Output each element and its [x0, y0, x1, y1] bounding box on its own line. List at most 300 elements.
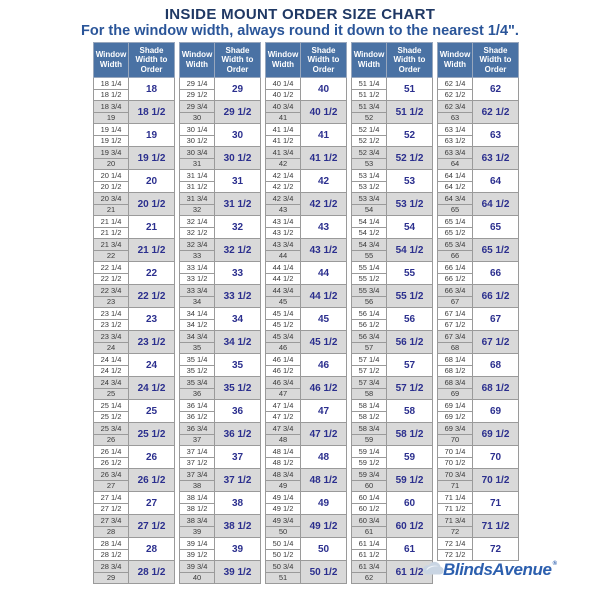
window-width-cell: 52 3/4 [352, 147, 387, 159]
window-width-cell: 59 1/4 [352, 446, 387, 458]
window-width-cell: 56 [352, 296, 387, 308]
window-width-cell: 55 3/4 [352, 285, 387, 297]
window-width-cell: 54 [352, 204, 387, 216]
shade-width-cell: 42 1/2 [301, 193, 347, 216]
window-width-cell: 39 1/4 [180, 538, 215, 550]
window-width-cell: 34 1/2 [180, 319, 215, 331]
shade-width-cell: 67 [473, 308, 519, 331]
shade-width-cell: 21 [129, 216, 175, 239]
window-width-cell: 60 1/2 [352, 503, 387, 515]
shade-width-cell: 66 [473, 262, 519, 285]
window-width-cell: 42 1/4 [266, 170, 301, 182]
window-width-cell: 19 [94, 112, 129, 124]
shade-width-cell: 23 1/2 [129, 331, 175, 354]
shade-width-cell: 24 1/2 [129, 377, 175, 400]
window-width-cell: 53 1/2 [352, 181, 387, 193]
window-width-header: Window Width [438, 43, 473, 78]
window-width-cell: 41 3/4 [266, 147, 301, 159]
window-width-cell: 54 1/4 [352, 216, 387, 228]
window-width-header: Window Width [180, 43, 215, 78]
shade-width-cell: 29 1/2 [215, 101, 261, 124]
window-width-cell: 70 [438, 434, 473, 446]
window-width-cell: 62 [352, 572, 387, 584]
window-width-cell: 71 1/2 [438, 503, 473, 515]
window-width-cell: 47 [266, 388, 301, 400]
shade-width-cell: 67 1/2 [473, 331, 519, 354]
window-width-cell: 52 [352, 112, 387, 124]
shade-width-cell: 45 [301, 308, 347, 331]
window-width-cell: 42 [266, 158, 301, 170]
window-width-cell: 30 [180, 112, 215, 124]
window-width-cell: 70 3/4 [438, 469, 473, 481]
window-width-cell: 50 1/4 [266, 538, 301, 550]
window-width-cell: 31 1/2 [180, 181, 215, 193]
window-width-cell: 64 1/2 [438, 181, 473, 193]
window-width-cell: 63 1/2 [438, 135, 473, 147]
window-width-cell: 47 3/4 [266, 423, 301, 435]
shade-width-cell: 43 [301, 216, 347, 239]
shade-width-cell: 65 [473, 216, 519, 239]
window-width-cell: 30 3/4 [180, 147, 215, 159]
shade-width-cell: 37 [215, 446, 261, 469]
shade-width-cell: 48 [301, 446, 347, 469]
window-width-cell: 19 1/2 [94, 135, 129, 147]
window-width-header: Window Width [266, 43, 301, 78]
shade-width-cell: 42 [301, 170, 347, 193]
shade-width-cell: 61 [387, 538, 433, 561]
window-width-cell: 28 1/4 [94, 538, 129, 550]
window-width-cell: 39 1/2 [180, 549, 215, 561]
registered-mark: ® [552, 561, 557, 567]
shade-width-cell: 38 1/2 [215, 515, 261, 538]
window-width-cell: 20 1/4 [94, 170, 129, 182]
shade-width-cell: 62 1/2 [473, 101, 519, 124]
window-width-cell: 71 [438, 480, 473, 492]
shade-width-cell: 24 [129, 354, 175, 377]
window-width-cell: 45 [266, 296, 301, 308]
shade-width-cell: 34 [215, 308, 261, 331]
window-width-cell: 64 [438, 158, 473, 170]
window-width-cell: 27 1/2 [94, 503, 129, 515]
window-width-cell: 38 [180, 480, 215, 492]
window-width-cell: 49 3/4 [266, 515, 301, 527]
shade-width-cell: 57 [387, 354, 433, 377]
shade-width-cell: 69 [473, 400, 519, 423]
window-width-cell: 35 [180, 342, 215, 354]
window-width-cell: 33 1/4 [180, 262, 215, 274]
window-width-cell: 42 1/2 [266, 181, 301, 193]
shade-width-cell: 28 [129, 538, 175, 561]
window-width-cell: 46 1/2 [266, 365, 301, 377]
shade-width-cell: 36 [215, 400, 261, 423]
window-width-cell: 56 3/4 [352, 331, 387, 343]
window-width-cell: 33 3/4 [180, 285, 215, 297]
window-width-cell: 41 1/2 [266, 135, 301, 147]
window-width-cell: 48 [266, 434, 301, 446]
shade-width-cell: 58 [387, 400, 433, 423]
shade-width-cell: 22 1/2 [129, 285, 175, 308]
window-width-cell: 71 1/4 [438, 492, 473, 504]
shade-width-cell: 53 1/2 [387, 193, 433, 216]
shade-width-cell: 27 [129, 492, 175, 515]
shade-width-cell: 54 1/2 [387, 239, 433, 262]
shade-width-cell: 61 1/2 [387, 561, 433, 584]
shade-width-cell: 54 [387, 216, 433, 239]
size-chart [93, 42, 519, 584]
window-width-cell: 46 [266, 342, 301, 354]
window-width-cell: 65 1/4 [438, 216, 473, 228]
shade-width-cell: 28 1/2 [129, 561, 175, 584]
shade-width-cell: 22 [129, 262, 175, 285]
shade-width-cell: 26 1/2 [129, 469, 175, 492]
window-width-cell: 57 [352, 342, 387, 354]
window-width-cell: 30 1/4 [180, 124, 215, 136]
window-width-cell: 37 [180, 434, 215, 446]
window-width-cell: 35 3/4 [180, 377, 215, 389]
window-width-cell: 49 [266, 480, 301, 492]
window-width-cell: 61 1/2 [352, 549, 387, 561]
shade-width-cell: 32 1/2 [215, 239, 261, 262]
shade-width-cell: 49 1/2 [301, 515, 347, 538]
page-title: INSIDE MOUNT ORDER SIZE CHART [164, 6, 436, 23]
window-width-cell: 68 3/4 [438, 377, 473, 389]
window-width-cell: 66 1/4 [438, 262, 473, 274]
window-width-cell: 25 1/4 [94, 400, 129, 412]
window-width-cell: 39 [180, 526, 215, 538]
shade-width-cell: 63 [473, 124, 519, 147]
window-width-cell: 47 1/2 [266, 411, 301, 423]
window-width-cell: 18 1/2 [94, 89, 129, 101]
window-width-cell: 70 1/4 [438, 446, 473, 458]
window-width-cell: 23 [94, 296, 129, 308]
shade-width-cell: 38 [215, 492, 261, 515]
window-width-cell: 31 [180, 158, 215, 170]
shade-width-cell: 63 1/2 [473, 147, 519, 170]
window-width-cell: 34 [180, 296, 215, 308]
window-width-cell: 49 1/2 [266, 503, 301, 515]
window-width-cell: 67 3/4 [438, 331, 473, 343]
shade-width-cell: 44 [301, 262, 347, 285]
shade-width-cell: 25 [129, 400, 175, 423]
window-width-cell: 38 3/4 [180, 515, 215, 527]
window-width-cell: 35 1/4 [180, 354, 215, 366]
window-width-header: Window Width [352, 43, 387, 78]
window-width-cell: 57 3/4 [352, 377, 387, 389]
window-width-cell: 63 [438, 112, 473, 124]
window-width-cell: 38 1/2 [180, 503, 215, 515]
window-width-cell: 23 1/2 [94, 319, 129, 331]
window-width-cell: 26 1/4 [94, 446, 129, 458]
shade-width-cell: 51 [387, 78, 433, 101]
window-width-cell: 30 1/2 [180, 135, 215, 147]
shade-width-cell: 41 1/2 [301, 147, 347, 170]
shade-width-cell: 60 [387, 492, 433, 515]
shade-width-cell: 18 [129, 78, 175, 101]
window-width-cell: 29 [94, 572, 129, 584]
shade-width-cell: 31 1/2 [215, 193, 261, 216]
size-chart-column-2 [179, 42, 261, 584]
shade-width-cell: 39 1/2 [215, 561, 261, 584]
window-width-cell: 52 1/2 [352, 135, 387, 147]
window-width-cell: 69 3/4 [438, 423, 473, 435]
window-width-cell: 48 1/2 [266, 457, 301, 469]
window-width-cell: 50 1/2 [266, 549, 301, 561]
window-width-cell: 60 [352, 480, 387, 492]
window-width-cell: 40 1/2 [266, 89, 301, 101]
window-width-cell: 63 3/4 [438, 147, 473, 159]
shade-width-cell: 66 1/2 [473, 285, 519, 308]
window-width-cell: 24 1/2 [94, 365, 129, 377]
window-width-cell: 42 3/4 [266, 193, 301, 205]
window-width-cell: 21 1/4 [94, 216, 129, 228]
window-width-cell: 20 1/2 [94, 181, 129, 193]
window-width-cell: 68 1/4 [438, 354, 473, 366]
shade-width-cell: 71 1/2 [473, 515, 519, 538]
window-width-cell: 32 3/4 [180, 239, 215, 251]
shade-width-cell: 21 1/2 [129, 239, 175, 262]
shade-width-cell: 52 [387, 124, 433, 147]
window-width-cell: 58 3/4 [352, 423, 387, 435]
window-width-cell: 31 3/4 [180, 193, 215, 205]
shade-width-header: Shade Width to Order [473, 43, 519, 78]
window-width-cell: 23 1/4 [94, 308, 129, 320]
shade-width-cell: 35 1/2 [215, 377, 261, 400]
window-width-cell: 37 1/4 [180, 446, 215, 458]
window-width-cell: 72 1/2 [438, 549, 473, 561]
window-width-cell: 64 3/4 [438, 193, 473, 205]
window-width-cell: 28 [94, 526, 129, 538]
size-chart-column-3 [265, 42, 347, 584]
window-width-cell: 36 1/4 [180, 400, 215, 412]
window-width-cell: 57 1/4 [352, 354, 387, 366]
window-width-cell: 53 1/4 [352, 170, 387, 182]
window-width-cell: 63 1/4 [438, 124, 473, 136]
window-width-cell: 45 1/2 [266, 319, 301, 331]
window-width-cell: 19 3/4 [94, 147, 129, 159]
chart-subtitle: For the window width, always round it down to the nearest 1/4". [81, 23, 519, 39]
shade-width-cell: 39 [215, 538, 261, 561]
window-width-cell: 43 3/4 [266, 239, 301, 251]
window-width-cell: 69 1/2 [438, 411, 473, 423]
window-width-cell: 64 1/4 [438, 170, 473, 182]
window-width-cell: 53 [352, 158, 387, 170]
window-width-cell: 33 1/2 [180, 273, 215, 285]
window-width-cell: 59 3/4 [352, 469, 387, 481]
shade-width-cell: 19 [129, 124, 175, 147]
window-width-cell: 66 3/4 [438, 285, 473, 297]
window-width-cell: 51 [266, 572, 301, 584]
window-width-cell: 36 1/2 [180, 411, 215, 423]
shade-width-header: Shade Width to Order [301, 43, 347, 78]
window-width-cell: 44 3/4 [266, 285, 301, 297]
window-width-cell: 29 1/4 [180, 78, 215, 90]
shade-width-cell: 25 1/2 [129, 423, 175, 446]
shade-width-cell: 59 [387, 446, 433, 469]
window-width-cell: 68 1/2 [438, 365, 473, 377]
window-width-cell: 22 1/2 [94, 273, 129, 285]
window-width-cell: 37 1/2 [180, 457, 215, 469]
window-width-cell: 55 1/4 [352, 262, 387, 274]
window-width-cell: 27 1/4 [94, 492, 129, 504]
shade-width-cell: 62 [473, 78, 519, 101]
window-width-cell: 51 1/4 [352, 78, 387, 90]
window-width-cell: 22 [94, 250, 129, 262]
window-width-cell: 18 1/4 [94, 78, 129, 90]
shade-width-cell: 44 1/2 [301, 285, 347, 308]
window-width-cell: 67 [438, 296, 473, 308]
shade-width-cell: 68 [473, 354, 519, 377]
window-width-cell: 29 3/4 [180, 101, 215, 113]
shade-width-header: Shade Width to Order [129, 43, 175, 78]
shade-width-cell: 20 [129, 170, 175, 193]
size-chart-column-1 [93, 42, 175, 584]
window-width-cell: 60 3/4 [352, 515, 387, 527]
shade-width-cell: 64 [473, 170, 519, 193]
window-width-cell: 44 [266, 250, 301, 262]
window-width-cell: 25 3/4 [94, 423, 129, 435]
window-width-cell: 69 1/4 [438, 400, 473, 412]
shade-width-cell: 50 [301, 538, 347, 561]
window-width-cell: 43 [266, 204, 301, 216]
window-width-cell: 72 [438, 526, 473, 538]
window-width-header: Window Width [94, 43, 129, 78]
window-width-cell: 58 [352, 388, 387, 400]
shade-width-cell: 40 1/2 [301, 101, 347, 124]
window-width-cell: 54 3/4 [352, 239, 387, 251]
window-width-cell: 40 3/4 [266, 101, 301, 113]
window-width-cell: 53 3/4 [352, 193, 387, 205]
shade-width-cell: 37 1/2 [215, 469, 261, 492]
window-width-cell: 65 1/2 [438, 227, 473, 239]
shade-width-cell: 47 1/2 [301, 423, 347, 446]
window-width-cell: 67 1/4 [438, 308, 473, 320]
window-width-cell: 46 1/4 [266, 354, 301, 366]
shade-width-cell: 71 [473, 492, 519, 515]
window-width-cell: 19 1/4 [94, 124, 129, 136]
shade-width-cell: 49 [301, 492, 347, 515]
window-width-cell: 20 [94, 158, 129, 170]
window-width-cell: 50 [266, 526, 301, 538]
window-width-cell: 41 1/4 [266, 124, 301, 136]
shade-width-cell: 64 1/2 [473, 193, 519, 216]
window-width-cell: 24 1/4 [94, 354, 129, 366]
window-width-cell: 41 [266, 112, 301, 124]
window-width-cell: 62 3/4 [438, 101, 473, 113]
shade-width-cell: 53 [387, 170, 433, 193]
window-width-cell: 18 3/4 [94, 101, 129, 113]
shade-width-cell: 27 1/2 [129, 515, 175, 538]
shade-width-cell: 46 [301, 354, 347, 377]
window-width-cell: 29 1/2 [180, 89, 215, 101]
window-width-cell: 48 3/4 [266, 469, 301, 481]
window-width-cell: 66 [438, 250, 473, 262]
window-width-cell: 50 3/4 [266, 561, 301, 573]
shade-width-cell: 69 1/2 [473, 423, 519, 446]
shade-width-cell: 46 1/2 [301, 377, 347, 400]
window-width-cell: 26 3/4 [94, 469, 129, 481]
shade-width-cell: 52 1/2 [387, 147, 433, 170]
window-width-cell: 35 1/2 [180, 365, 215, 377]
shade-width-cell: 31 [215, 170, 261, 193]
window-width-cell: 32 1/2 [180, 227, 215, 239]
window-width-cell: 59 1/2 [352, 457, 387, 469]
window-width-cell: 71 3/4 [438, 515, 473, 527]
shade-width-cell: 56 [387, 308, 433, 331]
window-width-cell: 33 [180, 250, 215, 262]
shade-width-cell: 30 [215, 124, 261, 147]
window-width-cell: 23 3/4 [94, 331, 129, 343]
window-width-cell: 32 1/4 [180, 216, 215, 228]
window-width-cell: 65 [438, 204, 473, 216]
brand-logo [421, 560, 556, 580]
shade-width-cell: 30 1/2 [215, 147, 261, 170]
shade-width-cell: 35 [215, 354, 261, 377]
shade-width-cell: 34 1/2 [215, 331, 261, 354]
window-width-cell: 40 1/4 [266, 78, 301, 90]
window-width-cell: 37 3/4 [180, 469, 215, 481]
window-width-cell: 21 1/2 [94, 227, 129, 239]
window-width-cell: 44 1/2 [266, 273, 301, 285]
shade-width-cell: 33 [215, 262, 261, 285]
window-width-cell: 56 1/4 [352, 308, 387, 320]
window-width-cell: 22 3/4 [94, 285, 129, 297]
shade-width-cell: 33 1/2 [215, 285, 261, 308]
window-width-cell: 65 3/4 [438, 239, 473, 251]
window-width-cell: 39 3/4 [180, 561, 215, 573]
window-width-cell: 32 [180, 204, 215, 216]
shade-width-cell: 36 1/2 [215, 423, 261, 446]
window-width-cell: 43 1/2 [266, 227, 301, 239]
window-width-cell: 43 1/4 [266, 216, 301, 228]
window-width-cell: 49 1/4 [266, 492, 301, 504]
window-width-cell: 51 3/4 [352, 101, 387, 113]
window-width-cell: 48 1/4 [266, 446, 301, 458]
shade-width-cell: 58 1/2 [387, 423, 433, 446]
shade-width-cell: 56 1/2 [387, 331, 433, 354]
window-width-cell: 61 1/4 [352, 538, 387, 550]
shade-width-cell: 70 [473, 446, 519, 469]
window-width-cell: 57 1/2 [352, 365, 387, 377]
window-width-cell: 34 3/4 [180, 331, 215, 343]
window-width-cell: 52 1/4 [352, 124, 387, 136]
shade-width-header: Shade Width to Order [387, 43, 433, 78]
shade-width-cell: 43 1/2 [301, 239, 347, 262]
window-width-cell: 62 1/4 [438, 78, 473, 90]
window-width-cell: 36 [180, 388, 215, 400]
window-width-cell: 51 1/2 [352, 89, 387, 101]
window-width-cell: 55 1/2 [352, 273, 387, 285]
window-width-cell: 45 3/4 [266, 331, 301, 343]
window-width-cell: 28 1/2 [94, 549, 129, 561]
shade-width-cell: 68 1/2 [473, 377, 519, 400]
shade-width-cell: 41 [301, 124, 347, 147]
window-width-cell: 62 1/2 [438, 89, 473, 101]
shade-width-cell: 72 [473, 538, 519, 561]
window-width-cell: 26 [94, 434, 129, 446]
window-width-cell: 31 1/4 [180, 170, 215, 182]
size-chart-column-5 [437, 42, 519, 561]
window-width-cell: 24 3/4 [94, 377, 129, 389]
window-width-cell: 61 [352, 526, 387, 538]
window-width-cell: 34 1/4 [180, 308, 215, 320]
window-width-cell: 21 3/4 [94, 239, 129, 251]
shade-width-cell: 57 1/2 [387, 377, 433, 400]
window-width-cell: 45 1/4 [266, 308, 301, 320]
window-width-cell: 58 1/2 [352, 411, 387, 423]
window-width-cell: 68 [438, 342, 473, 354]
window-width-cell: 25 1/2 [94, 411, 129, 423]
shade-width-cell: 47 [301, 400, 347, 423]
